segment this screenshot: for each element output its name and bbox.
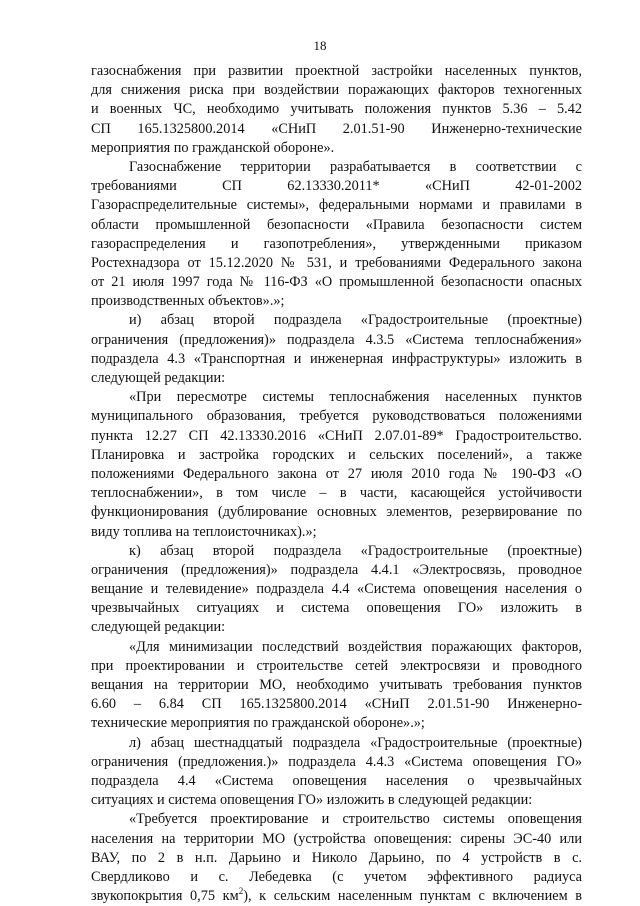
paragraph [91, 62, 582, 158]
text-line: требованиями СП 62.13330.2011* «СНиП 42-01-2002 [91, 178, 582, 195]
text-line: к) абзац второй подраздела «Градостроительные (проектные) [129, 542, 582, 559]
text-line: 6.60 – 6.84 СП 165.1325800.2014 «СНиП 2.01.51-90 Инженерно- [91, 696, 582, 713]
text-line: подраздела 4.3 «Транспортная и инженерная инфраструктуры» изложить в [91, 350, 582, 367]
text-line: «Для минимизации последствий воздействия поражающих факторов, [129, 638, 582, 655]
text-line: ограничения (предложения)» подраздела 4.3.5 «Система теплоснабжения» [91, 331, 582, 348]
text-line: производственных объектов».»; [91, 293, 285, 310]
text-line: вещания на территории МО, необходимо учитывать требования пунктов [91, 677, 582, 693]
text-line: теплоснабжении», в том числе – в части, касающейся устойчивости [91, 485, 582, 502]
text-line: ограничения (предложения)» подраздела 4.4.1 «Электросвязь, проводное [91, 561, 582, 578]
text-line: следующей редакции: [91, 619, 226, 636]
text-line: газоснабжения при развитии проектной застройки населенных пунктов, [91, 63, 582, 79]
text-line: области промышленной безопасности «Правила безопасности систем [91, 216, 582, 233]
text-line: «При пересмотре системы теплоснабжения населенных пунктов [129, 389, 582, 406]
text-line: муниципального образования, требуется руководствоваться положениями [91, 408, 582, 425]
text-line: вещание и телевидение» подраздела 4.4 «Система оповещения населения о [91, 581, 582, 598]
text-line: л) абзац шестнадцатый подраздела «Градостроительные (проектные) [129, 734, 582, 751]
text-line: положениями Федерального закона от 27 июля 2010 года № 190-ФЗ «О [91, 465, 582, 482]
text-line: при проектировании и строительстве сетей электросвязи и проводного [91, 657, 582, 674]
text-line: Планировка и застройка городских и сельских поселений», а также [91, 446, 582, 463]
text-line: технические мероприятия по гражданской обороне».»; [91, 715, 425, 732]
text-line: пункта 12.27 СП 42.13330.2016 «СНиП 2.07.01-89* Градостроительство. [91, 427, 582, 444]
text-line: мероприятия по гражданской обороне». [91, 139, 335, 156]
paragraph [91, 311, 582, 388]
paragraph [91, 388, 582, 542]
text-line: и) абзац второй подраздела «Градостроительные (проектные) [129, 312, 582, 329]
text-line: ситуациях и система оповещения ГО» изложить в следующей редакции: [91, 792, 533, 809]
document-body [91, 62, 582, 906]
text-line: Газораспределительные системы», федеральными нормами и правилами в [91, 197, 582, 214]
text-line: населения на территории МО (устройства оповещения: сирены ЭС-40 или [91, 830, 582, 847]
text-line: ограничения (предложения.)» подраздела 4.4.3 «Система оповещения ГО» [91, 753, 582, 770]
text-line [91, 887, 582, 906]
text-line: ВАУ, по 2 в н.п. Дарьино и Николо Дарьино, по 4 устройств в с. [91, 849, 582, 866]
text-fragment: звукопокрытия 0,75 км [91, 888, 239, 905]
text-line: виду топлива на теплоисточниках).»; [91, 523, 317, 540]
text-line: «Требуется проектирование и строительство системы оповещения [129, 811, 582, 828]
paragraph [91, 158, 582, 312]
text-line: СП 165.1325800.2014 «СНиП 2.01.51-90 Инженерно-технические [91, 120, 582, 137]
text-line: для снижения риска при воздействии поражающих факторов техногенных [91, 82, 582, 99]
text-line: Свердликово и с. Лебедевка (с учетом эффективного радиуса [91, 868, 582, 885]
text-line: Газоснабжение территории разрабатывается в соответствии с [129, 158, 582, 175]
text-line: подраздела 4.4 «Система оповещения населения о чрезвычайных [91, 772, 582, 789]
superscript: 2 [238, 886, 244, 897]
text-fragment: ), к сельским населенным пунктам с включением в [243, 888, 583, 905]
paragraph [91, 734, 582, 811]
text-line: следующей редакции: [91, 370, 226, 386]
paragraph [91, 810, 582, 906]
text-line: и военных ЧС, необходимо учитывать положения пунктов 5.36 – 5.42 [91, 101, 582, 118]
text-line: чрезвычайных ситуациях и система оповещения ГО» изложить в [91, 600, 582, 617]
page-number: 18 [313, 38, 327, 53]
text-line: Ростехнадзора от 15.12.2020 № 531, и требованиями Федерального закона [91, 254, 582, 271]
text-line: функционирования (дублирование основных элементов, резервирование по [91, 504, 582, 521]
text-line: газораспределения и газопотребления», утвержденными приказом [91, 235, 582, 252]
text-line: от 21 июля 1997 года № 116-ФЗ «О промышленной безопасности опасных [91, 274, 582, 291]
paragraph [91, 542, 582, 638]
paragraph [91, 638, 582, 734]
